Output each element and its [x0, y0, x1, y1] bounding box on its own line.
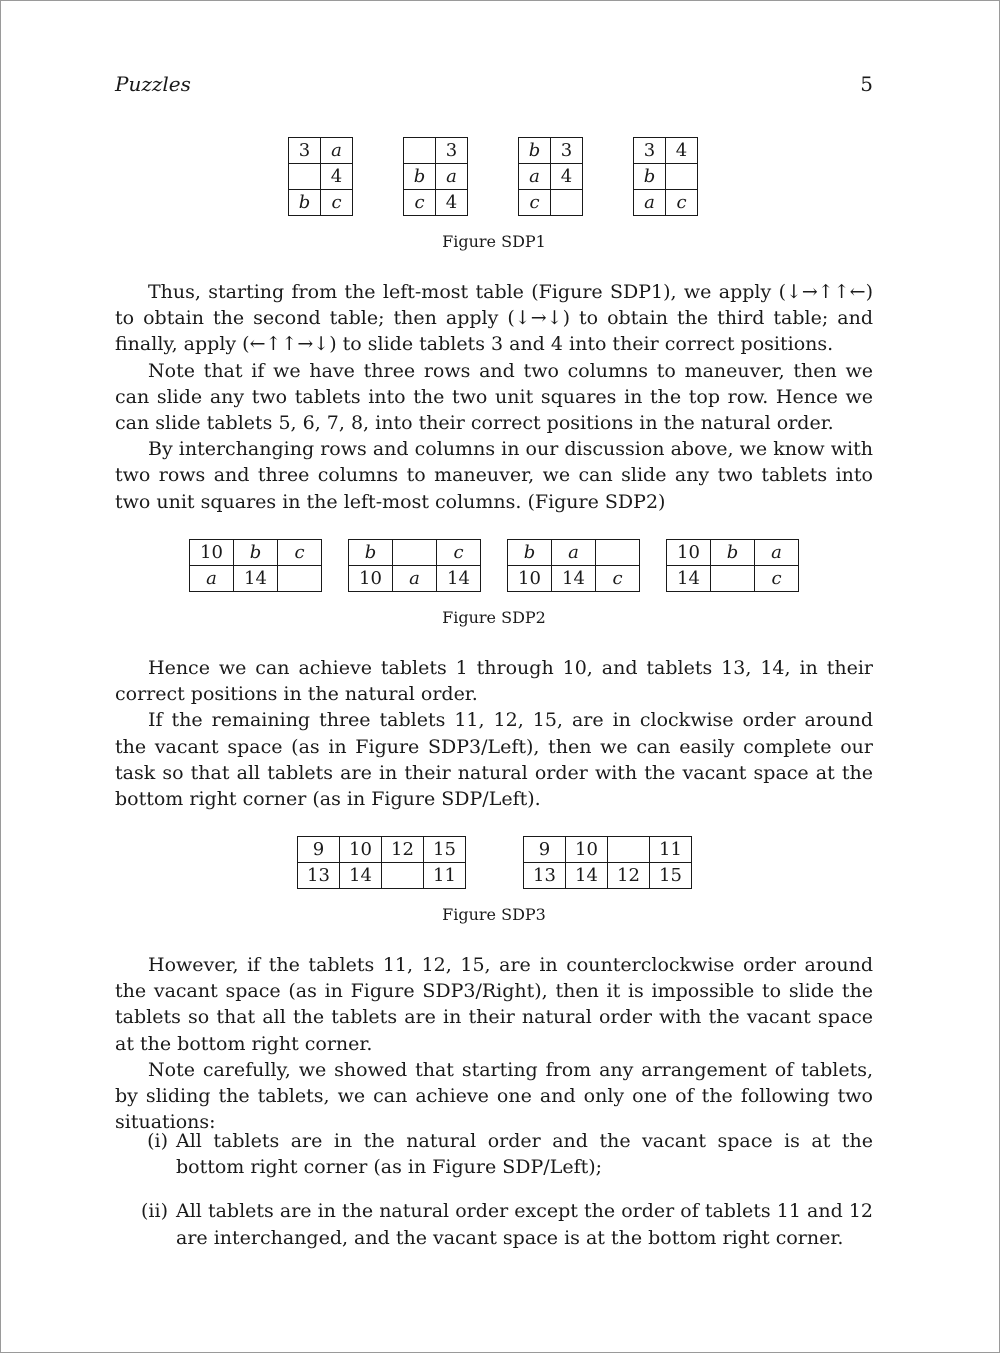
grid-cell: 10: [340, 837, 382, 863]
grid-cell: [382, 863, 424, 889]
grid-cell: a: [552, 540, 596, 566]
figure-sdp3-caption: Figure SDP3: [442, 905, 546, 924]
grid-row: [634, 164, 698, 190]
grid-cell: c: [596, 566, 640, 592]
text-block-3: [115, 952, 873, 1135]
grid-cell: [278, 566, 322, 592]
grid-cell: b: [349, 540, 393, 566]
grid-cell: 14: [340, 863, 382, 889]
grid-row: [524, 837, 692, 863]
grid-row: [289, 138, 353, 164]
grid-cell: a: [755, 540, 799, 566]
sdp3-table-1: [297, 836, 466, 889]
grid-row: [190, 540, 322, 566]
paragraph: Thus, starting from the left-most table (Figure SDP1), we apply (↓→↑↑←) to obtain the second table; then apply (↓→↓) to obtain the third table; and finally, apply (←↑↑→↓) to slide tablets 3 and 4 into their correct positions.: [115, 281, 873, 356]
sdp2-table-4: [666, 539, 799, 592]
grid-cell: [711, 566, 755, 592]
paragraph: However, if the tablets 11, 12, 15, are in counterclockwise order around the vacant space (as in Figure SDP3/Right), then it is impossible to slide the tablets so that all the tablets are in their natural order with the vacant space at the bottom right corner.: [115, 954, 873, 1055]
text-block-1: [115, 279, 873, 515]
grid-row: [667, 566, 799, 592]
grid-cell: [666, 164, 698, 190]
figure-sdp2-caption: Figure SDP2: [442, 608, 546, 627]
grid-cell: 9: [298, 837, 340, 863]
grid-cell: 4: [551, 164, 583, 190]
sdp3-table-2: [523, 836, 692, 889]
list-marker: (i): [147, 1130, 168, 1152]
grid-cell: [551, 190, 583, 216]
sdp1-table-1: [288, 137, 353, 216]
grid-cell: 4: [436, 190, 468, 216]
sdp1-table-4: [633, 137, 698, 216]
list-item: [115, 1128, 873, 1180]
text-block-2: [115, 655, 873, 812]
grid-cell: a: [321, 138, 353, 164]
grid-cell: 11: [650, 837, 692, 863]
grid-row: [349, 566, 481, 592]
grid-cell: c: [666, 190, 698, 216]
grid-cell: [404, 138, 436, 164]
grid-cell: b: [234, 540, 278, 566]
grid-cell: 11: [424, 863, 466, 889]
page-header: [115, 71, 873, 97]
grid-row: [190, 566, 322, 592]
figure-sdp3: [297, 836, 692, 889]
grid-cell: 15: [424, 837, 466, 863]
grid-cell: c: [519, 190, 551, 216]
grid-cell: a: [436, 164, 468, 190]
grid-cell: 4: [321, 164, 353, 190]
grid-cell: b: [404, 164, 436, 190]
grid-cell: 10: [508, 566, 552, 592]
figure-sdp1: [288, 137, 698, 216]
list-text: All tablets are in the natural order and the vacant space is at the bottom right corner (as in Figure SDP/Left);: [176, 1130, 873, 1179]
grid-cell: b: [634, 164, 666, 190]
grid-cell: b: [519, 138, 551, 164]
paragraph: Hence we can achieve tablets 1 through 10, and tablets 13, 14, in their correct positions in the natural order.: [115, 657, 873, 706]
grid-cell: b: [711, 540, 755, 566]
grid-cell: c: [404, 190, 436, 216]
grid-cell: [596, 540, 640, 566]
grid-cell: 12: [382, 837, 424, 863]
grid-cell: a: [190, 566, 234, 592]
grid-row: [508, 566, 640, 592]
grid-cell: 14: [552, 566, 596, 592]
grid-row: [349, 540, 481, 566]
grid-cell: c: [278, 540, 322, 566]
grid-cell: 12: [608, 863, 650, 889]
figure-sdp1-caption: Figure SDP1: [442, 232, 546, 251]
situations-list: [115, 1128, 873, 1269]
grid-cell: b: [289, 190, 321, 216]
grid-row: [634, 138, 698, 164]
grid-cell: 3: [436, 138, 468, 164]
sdp1-table-3: [518, 137, 583, 216]
paragraph: Note that if we have three rows and two columns to maneuver, then we can slide any two tablets into the two unit squares in the top row. Hence we can slide tablets 5, 6, 7, 8, into their correct positions in the natural order.: [115, 359, 873, 435]
grid-cell: 14: [667, 566, 711, 592]
grid-row: [634, 190, 698, 216]
grid-cell: 9: [524, 837, 566, 863]
grid-cell: a: [393, 566, 437, 592]
grid-row: [519, 138, 583, 164]
list-marker: (ii): [141, 1200, 168, 1223]
grid-cell: c: [321, 190, 353, 216]
grid-cell: 15: [650, 863, 692, 889]
grid-cell: 4: [666, 138, 698, 164]
grid-cell: a: [519, 164, 551, 190]
grid-row: [667, 540, 799, 566]
paragraph: If the remaining three tablets 11, 12, 15, are in clockwise order around the vacant space (as in Figure SDP3/Left), then we can easily complete our task so that all tablets are in their natural order with the vacant space at the bottom right corner (as in Figure SDP/Left).: [115, 709, 873, 811]
grid-cell: 10: [566, 837, 608, 863]
grid-cell: 10: [190, 540, 234, 566]
grid-cell: b: [508, 540, 552, 566]
grid-cell: 3: [551, 138, 583, 164]
grid-cell: 13: [524, 863, 566, 889]
running-title: Puzzles: [115, 72, 191, 96]
sdp2-table-1: [189, 539, 322, 592]
grid-cell: c: [437, 540, 481, 566]
grid-cell: c: [755, 566, 799, 592]
grid-row: [404, 138, 468, 164]
grid-cell: 14: [566, 863, 608, 889]
grid-row: [519, 164, 583, 190]
grid-row: [508, 540, 640, 566]
grid-cell: 10: [349, 566, 393, 592]
grid-cell: 14: [234, 566, 278, 592]
grid-cell: 3: [634, 138, 666, 164]
grid-row: [289, 164, 353, 190]
grid-cell: 13: [298, 863, 340, 889]
sdp2-table-3: [507, 539, 640, 592]
list-item: [115, 1198, 873, 1250]
grid-row: [289, 190, 353, 216]
grid-cell: [289, 164, 321, 190]
sdp2-table-2: [348, 539, 481, 592]
grid-cell: a: [634, 190, 666, 216]
grid-row: [298, 863, 466, 889]
grid-row: [404, 190, 468, 216]
grid-cell: [393, 540, 437, 566]
grid-cell: 14: [437, 566, 481, 592]
grid-row: [298, 837, 466, 863]
sdp1-table-2: [403, 137, 468, 216]
figure-sdp2: [189, 539, 799, 592]
grid-row: [519, 190, 583, 216]
grid-row: [524, 863, 692, 889]
grid-row: [404, 164, 468, 190]
paragraph: Note carefully, we showed that starting from any arrangement of tablets, by sliding the tablets, we can achieve one and only one of the following two situations:: [115, 1058, 873, 1134]
page-number: 5: [860, 72, 873, 96]
paragraph: By interchanging rows and columns in our discussion above, we know with two rows and three columns to maneuver, we can slide any two tablets into two unit squares in the left-most columns. (Figure SDP2): [115, 438, 873, 513]
grid-cell: 10: [667, 540, 711, 566]
grid-cell: [608, 837, 650, 863]
grid-cell: 3: [289, 138, 321, 164]
list-text: All tablets are in the natural order except the order of tablets 11 and 12 are interchanged, and the vacant space is at the bottom right corner.: [176, 1200, 873, 1249]
